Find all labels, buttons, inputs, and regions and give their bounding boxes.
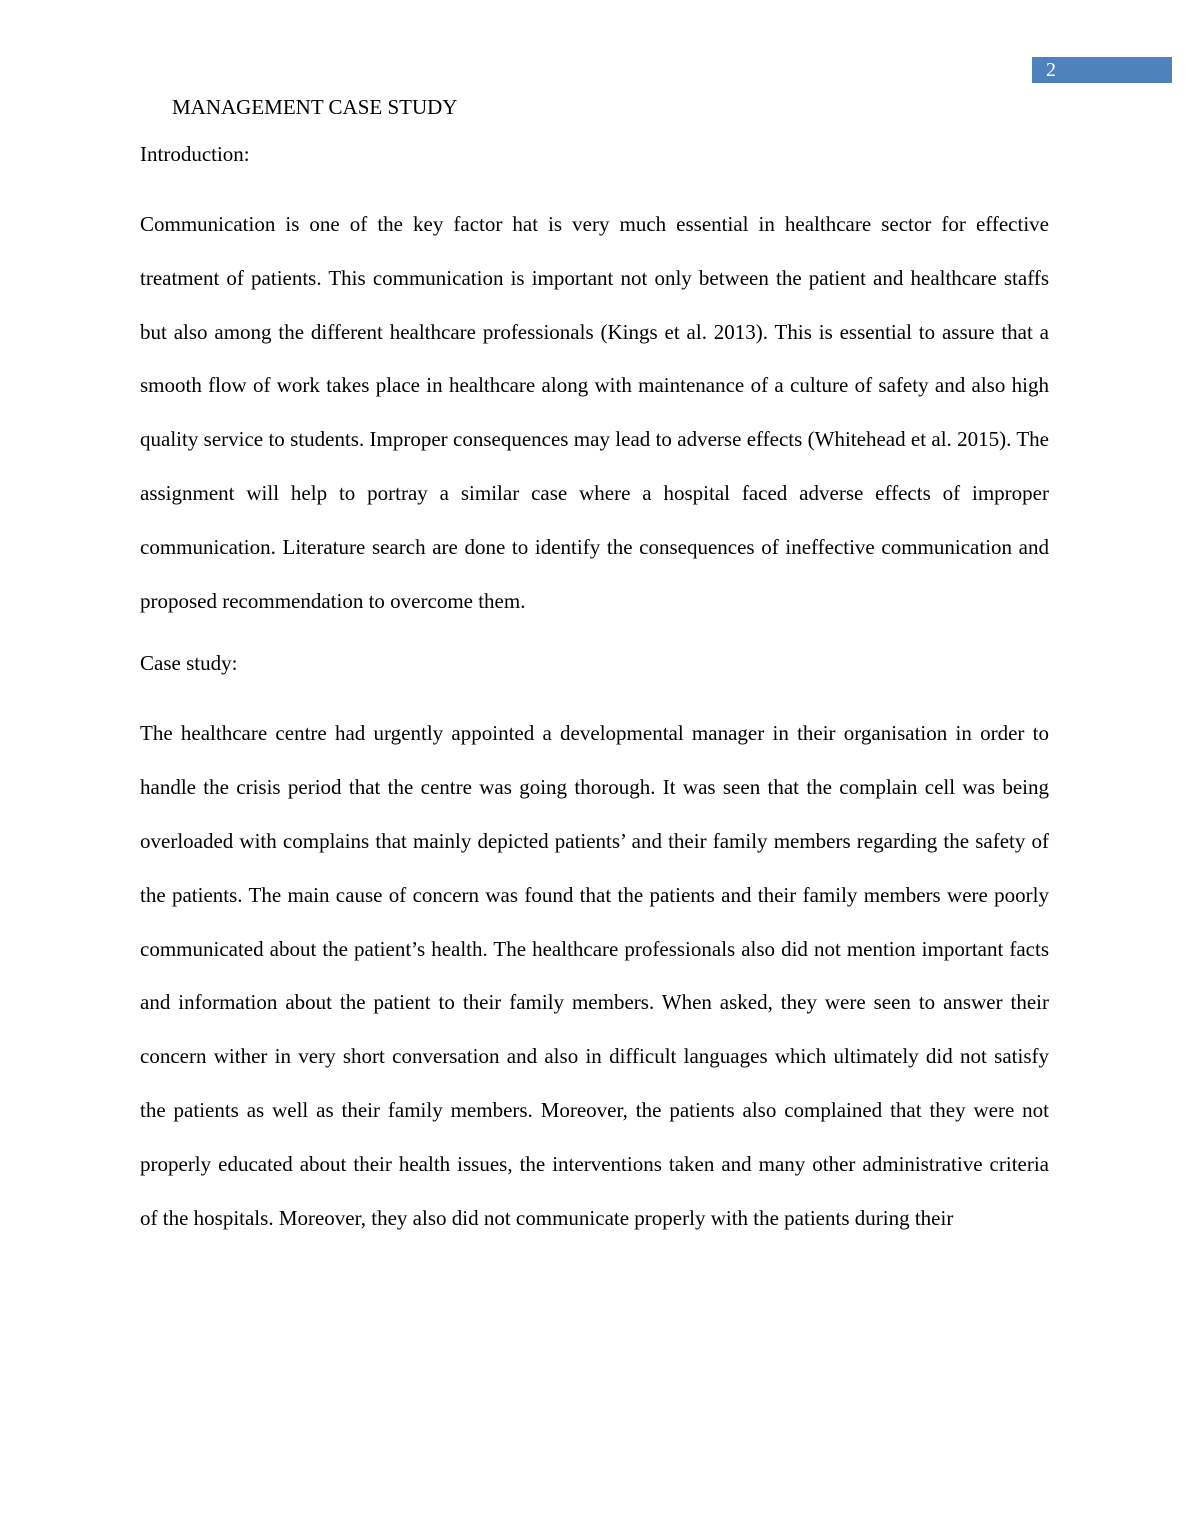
document-body (140, 139, 1049, 1245)
introduction-heading: Introduction: (140, 142, 250, 166)
case-study-paragraph: The healthcare centre had urgently appointed a developmental manager in their organisation in order to handle the crisis period that the centre was going thorough. It was seen that the complain cell was being overloaded with complains that mainly depicted patients’ and their family members regarding the safety of the patients. The main cause of concern was found that the patients and their family members were poorly communicated about the patient’s health. The healthcare professionals also did not mention important facts and information about the patient to their family members. When asked, they were seen to answer their concern wither in very short conversation and also in difficult languages which ultimately did not satisfy the patients as well as their family members. Moreover, the patients also complained that they were not properly educated about their health issues, the interventions taken and many other administrative criteria of the hospitals. Moreover, they also did not communicate properly with the patients during their (140, 721, 1049, 1230)
page-number: 2 (1046, 59, 1056, 81)
case-study-heading: Case study: (140, 651, 238, 676)
page-number-badge (1032, 57, 1172, 83)
spacer (140, 169, 1049, 198)
spacer (140, 628, 1049, 648)
introduction-paragraph: Communication is one of the key factor hat is very much essential in healthcare sector for effective treatment of patients. This communication is important not only between the patient and healthcare staffs but also among the different healthcare professionals (Kings et al. 2013). This is essential to assure that a smooth flow of work takes place in healthcare along with maintenance of a culture of safety and also high quality service to students. Improper consequences may lead to adverse effects (Whitehead et al. 2015). The assignment will help to portray a similar case where a hospital faced adverse effects of improper communication. Literature search are done to identify the consequences of ineffective communication and proposed recommendation to overcome them. (140, 212, 1049, 613)
spacer (140, 678, 1049, 707)
running-head: MANAGEMENT CASE STUDY (172, 95, 458, 119)
